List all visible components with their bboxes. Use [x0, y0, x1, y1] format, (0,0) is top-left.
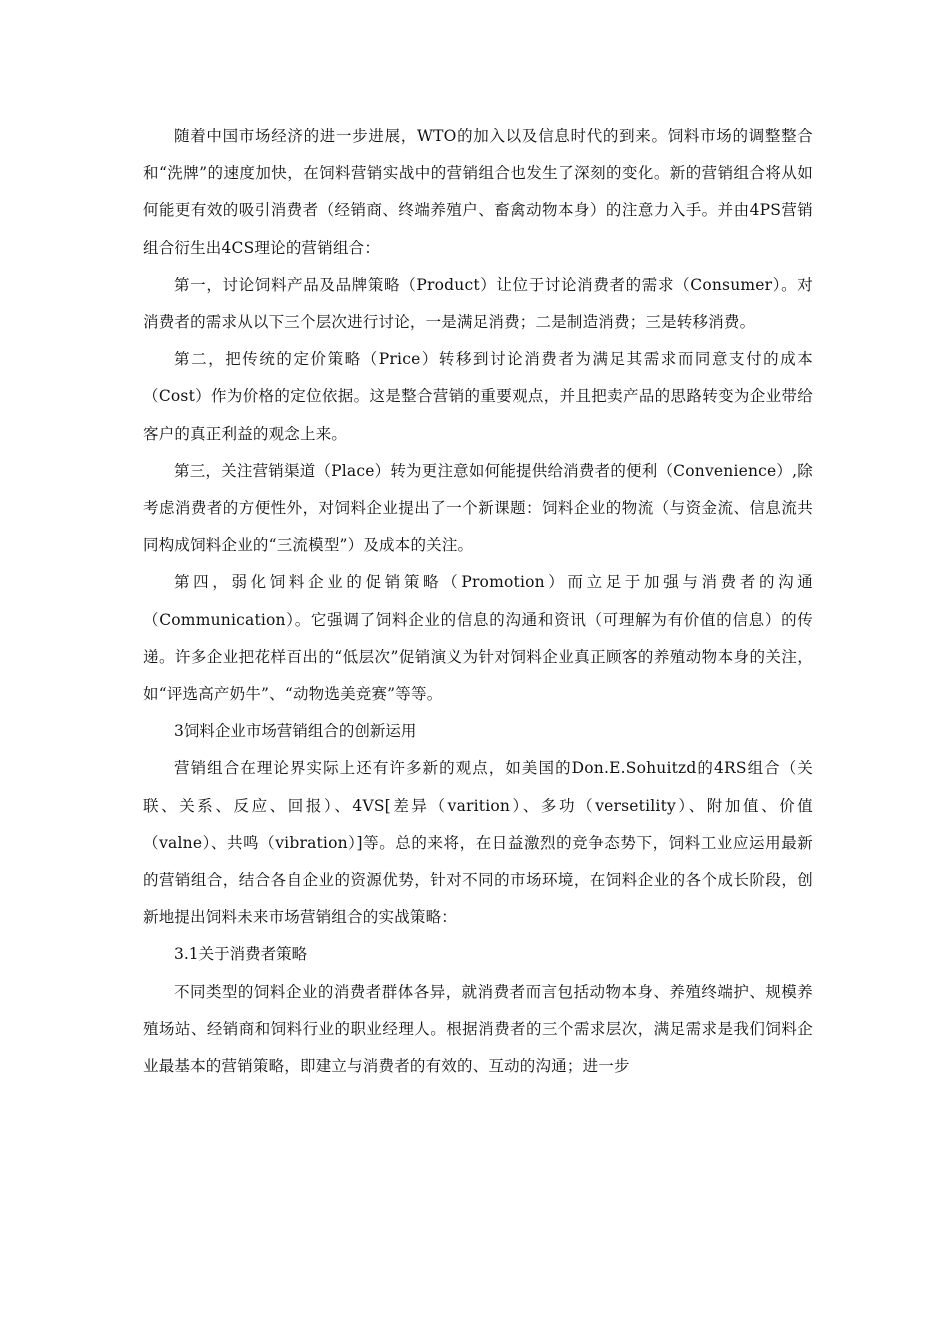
section-heading-3: 3饲料企业市场营销组合的创新运用 — [174, 722, 417, 741]
paragraph-second-cost: 第二，把传统的定价策略（Price）转移到讨论消费者为满足其需求而同意支付的成本（Cost）作为价格的定位依据。这是整合营销的重要观点，并且把卖产品的思路转变为企业带给客户的真正利益的观念上来。 — [143, 350, 813, 443]
paragraph-innovation: 营销组合在理论界实际上还有许多新的观点，如美国的Don.E.Sohuitzd的4RS组合（关联、关系、反应、回报）、4VS[差异（varition）、多功（versetility）、附加值、价值（valne）、共鸣（vibration）]等。总的来将，在日益激烈的竞争态势下，饲料工业应运用最新的营销组合，结合各自企业的资源优势，针对不同的市场环境，在饲料企业的各个成长阶段，创新地提出饲料未来市场营销组合的实战策略： — [143, 759, 813, 927]
section-heading-3-1: 3.1关于消费者策略 — [174, 945, 308, 964]
document-page — [143, 118, 813, 1085]
paragraph-intro: 随着中国市场经济的进一步进展，WTO的加入以及信息时代的到来。饲料市场的调整整合和“洗牌”的速度加快，在饲料营销实战中的营销组合也发生了深刻的变化。新的营销组合将从如何能更有效的吸引消费者（经销商、终端养殖户、畜禽动物本身）的注意力入手。并由4PS营销组合衍生出4CS理论的营销组合： — [143, 127, 813, 257]
paragraph-consumer-strategy: 不同类型的饲料企业的消费者群体各异，就消费者而言包括动物本身、养殖终端护、规模养殖场站、经销商和饲料行业的职业经理人。根据消费者的三个需求层次，满足需求是我们饲料企业最基本的营销策略，即建立与消费者的有效的、互动的沟通；进一步 — [143, 982, 813, 1076]
paragraph-fourth-communication: 第四，弱化饲料企业的促销策略（Promotion）而立足于加强与消费者的沟通（Communication）。它强调了饲料企业的信息的沟通和资讯（可理解为有价值的信息）的传递。许多企业把花样百出的“低层次”促销演义为针对饲料企业真正顾客的养殖动物本身的关注，如“评选高产奶牛”、“动物选美竞赛”等等。 — [143, 573, 813, 704]
paragraph-third-convenience: 第三，关注营销渠道（Place）转为更注意如何能提供给消费者的便利（Convenience）,除考虑消费者的方便性外，对饲料企业提出了一个新课题：饲料企业的物流（与资金流、信息流共同构成饲料企业的“三流模型”）及成本的关注。 — [143, 461, 813, 555]
paragraph-first-consumer: 第一，讨论饲料产品及品牌策略（Product）让位于讨论消费者的需求（Consumer）。对消费者的需求从以下三个层次进行讨论，一是满足消费；二是制造消费；三是转移消费。 — [143, 275, 813, 332]
